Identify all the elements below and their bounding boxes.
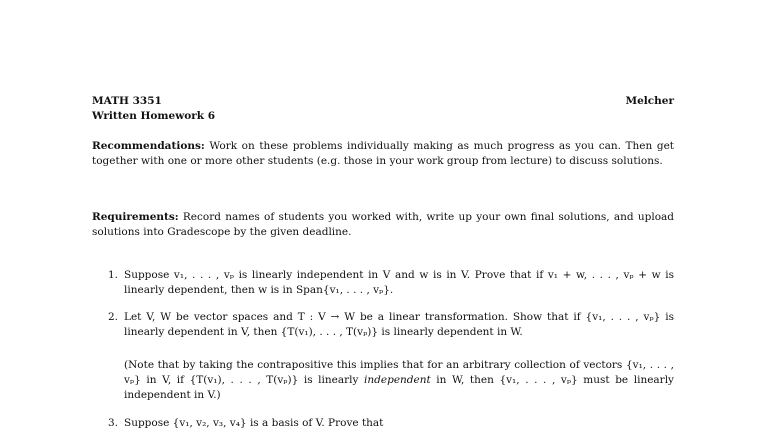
note-text-end: in W, then {v₁, . . . , vₚ} must be linearly independent in V.) xyxy=(124,374,674,401)
problem-number: 1. xyxy=(108,269,119,281)
requirements-text: Record names of students you worked with, write up your own final solutions, and upload solutions into Gradescope by the given deadline. xyxy=(92,211,674,238)
problem-1 xyxy=(108,268,674,298)
header-row xyxy=(92,94,674,109)
recommendations-paragraph xyxy=(92,139,674,169)
course-title: MATH 3351 xyxy=(92,95,162,107)
recommendations-text: Work on these problems individually making as much progress as you can. Then get together with one or more other students (e.g. those in your work group from lecture) to discuss solutions. xyxy=(92,140,674,167)
recommendations-label: Recommendations: xyxy=(92,140,205,152)
problem-2-note xyxy=(124,358,674,403)
problem-2 xyxy=(108,310,674,340)
problem-number: 3. xyxy=(108,417,119,429)
problem-text: Suppose {v₁, v₂, v₃, v₄} is a basis of V. Prove that xyxy=(124,417,384,429)
problem-3 xyxy=(108,416,674,431)
author-name: Melcher xyxy=(625,95,674,107)
problem-text: Suppose v₁, . . . , vₚ is linearly independent in V and w is in V. Prove that if v₁ + w, . . . , vₚ + w is linearly dependent, then w is in Span{v₁, . . . , vₚ}. xyxy=(124,269,674,296)
note-text-start: (Note that by taking the contrapositive this implies that for an arbitrary collection of vectors {v₁, . . . , vₚ} in V, if {T(v₁), . . . , T(vₚ)} is linearly xyxy=(124,359,674,386)
problem-number: 2. xyxy=(108,311,119,323)
assignment-title: Written Homework 6 xyxy=(92,110,216,122)
note-emphasis: independent xyxy=(364,374,431,386)
requirements-paragraph xyxy=(92,210,674,240)
requirements-label: Requirements: xyxy=(92,211,179,223)
problem-text: Let V, W be vector spaces and T : V → W be a linear transformation. Show that if {v₁, . . . , vₚ} is linearly dependent in V, then {T(v₁), . . . , T(vₚ)} is linearly dependent in W. xyxy=(124,311,674,338)
document-header xyxy=(92,94,674,124)
